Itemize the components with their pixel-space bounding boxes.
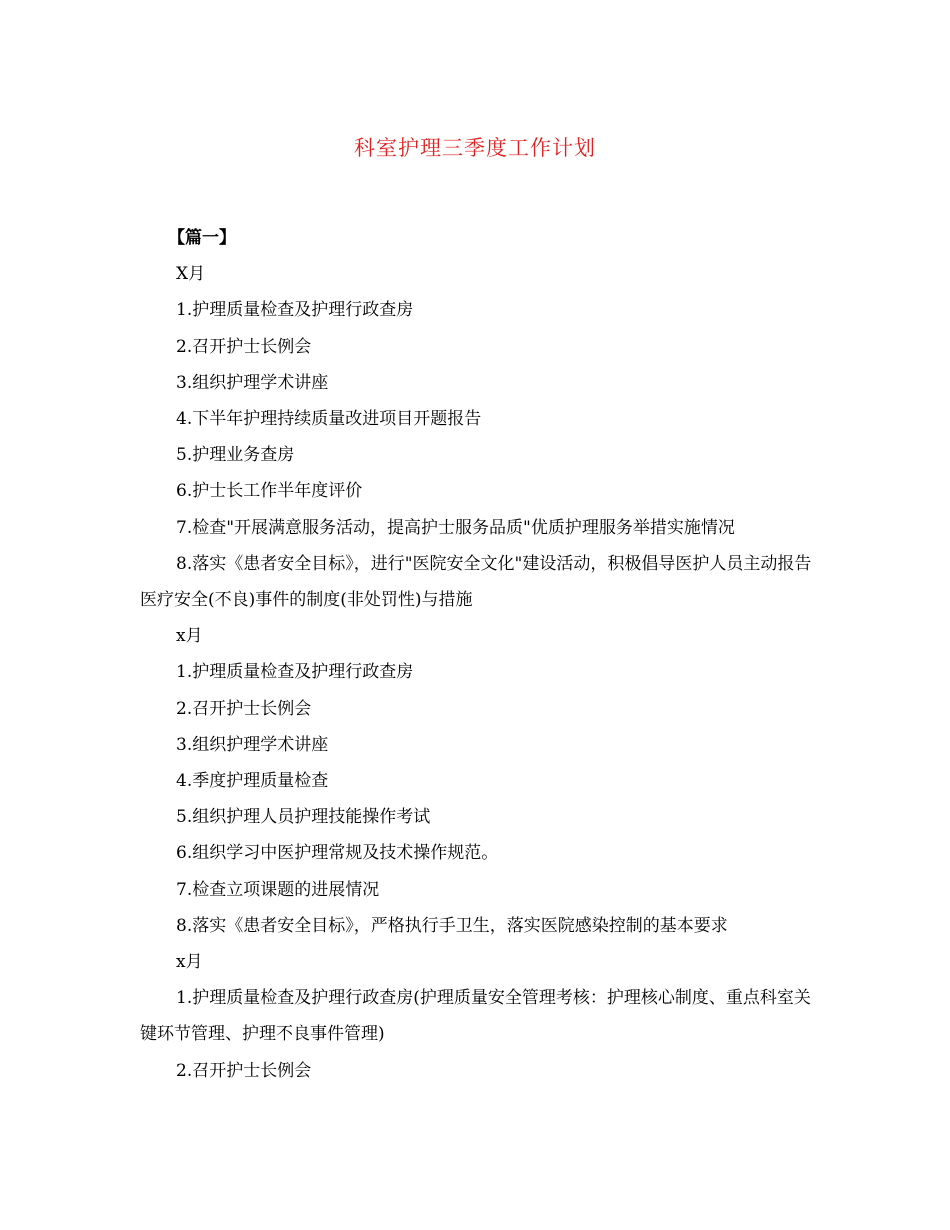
list-item: 3.组织护理学术讲座 xyxy=(176,734,329,755)
list-item: 1.护理质量检查及护理行政查房(护理质量安全管理考核：护理核心制度、重点科室关键环节管理、护理不良事件管理) xyxy=(140,988,811,1045)
list-item: 4.季度护理质量检查 xyxy=(176,771,329,792)
list-item: 3.组织护理学术讲座 xyxy=(176,372,329,393)
month-heading: x月 xyxy=(176,626,203,647)
list-item: 4.下半年护理持续质量改进项目开题报告 xyxy=(176,409,482,430)
list-item: 6.护士长工作半年度评价 xyxy=(176,481,363,502)
list-item: 8.落实《患者安全目标》，严格执行手卫生，落实医院感染控制的基本要求 xyxy=(176,915,728,936)
list-item: 7.检查立项课题的进展情况 xyxy=(176,879,380,900)
list-item: 1.护理质量检查及护理行政查房 xyxy=(176,300,414,321)
list-item: 1.护理质量检查及护理行政查房 xyxy=(176,662,414,683)
document-title: 科室护理三季度工作计划 xyxy=(354,136,596,160)
list-item: 8.落实《患者安全目标》，进行"医院安全文化"建设活动，积极倡导医护人员主动报告医疗安全(不良)事件的制度(非处罚性)与措施 xyxy=(140,553,812,611)
list-item: 2.召开护士长例会 xyxy=(176,336,312,357)
list-item: 6.组织学习中医护理常规及技术操作规范。 xyxy=(176,843,499,864)
list-item: 2.召开护士长例会 xyxy=(176,1060,312,1081)
list-item: 5.护理业务查房 xyxy=(176,445,295,466)
list-item: 2.召开护士长例会 xyxy=(176,698,312,719)
list-item: 5.组织护理人员护理技能操作考试 xyxy=(176,807,431,828)
section-heading: 【篇一】 xyxy=(168,228,236,248)
document-body xyxy=(140,220,820,1089)
month-heading: x月 xyxy=(176,952,203,973)
month-heading: X月 xyxy=(176,264,206,285)
list-item: 7.检查"开展满意服务活动，提高护士服务品质"优质护理服务举措实施情况 xyxy=(176,517,735,538)
